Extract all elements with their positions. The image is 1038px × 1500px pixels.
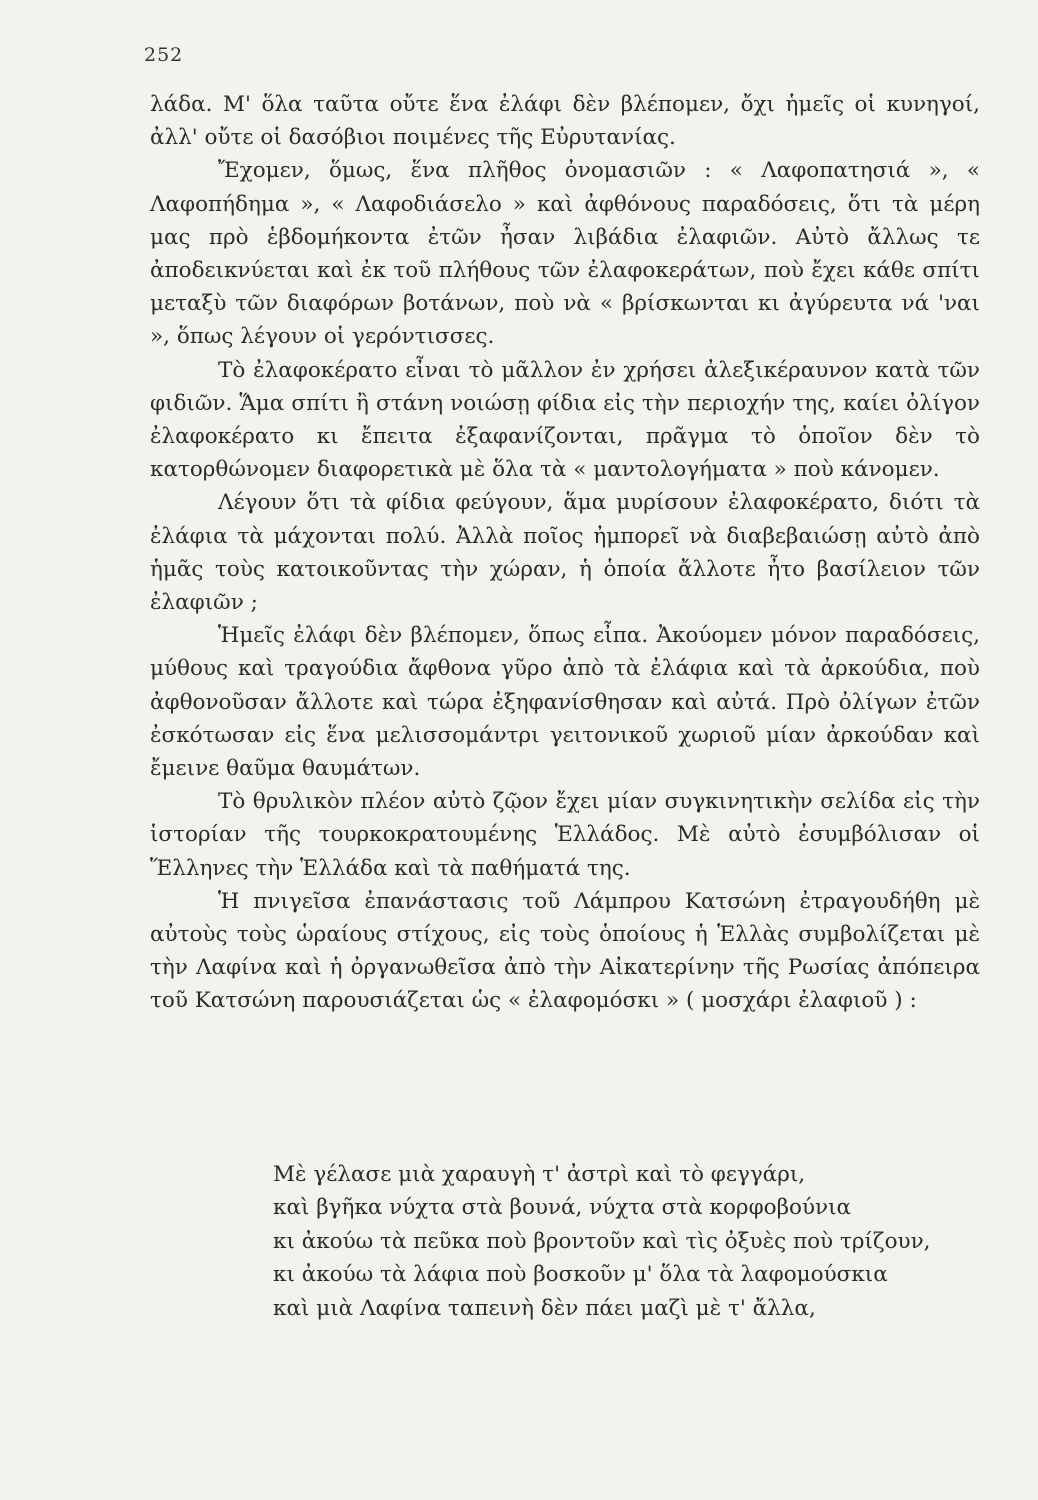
verse-line: καὶ βγῆκα νύχτα στὰ βουνά, νύχτα στὰ κορφοβούνια <box>273 1195 852 1221</box>
verse-line: Μὲ γέλασε μιὰ χαραυγὴ τ' ἀστρὶ καὶ τὸ φεγγάρι, <box>273 1162 806 1187</box>
paragraph: Τὸ ἐλαφοκέρατο εἶναι τὸ μᾶλλον ἐν χρήσει ἀλεξικέραυνον κατὰ τῶν φιδιῶν. Ἅμα σπίτι ἢ στάνη νοιώσῃ φίδια εἰς τὴν περιοχήν της, καίει ὀλίγον ἐλαφοκέρατο κι ἔπειτα ἐξαφανίζονται, πρᾶγμα τὸ ὁποῖον δὲν τὸ κατορθώνομεν διαφορετικὰ μὲ ὅλα τὰ « μαντολογήματα » ποὺ κάνομεν. <box>150 357 980 483</box>
paragraph: Ἡμεῖς ἐλάφι δὲν βλέπομεν, ὅπως εἶπα. Ἀκούομεν μόνον παραδόσεις, μύθους καὶ τραγούδια ἄφθονα γῦρο ἀπὸ τὰ ἐλάφια καὶ τὰ ἀρκούδια, ποὺ ἀφθονοῦσαν ἄλλοτε καὶ τώρα ἐξηφανίσθησαν καὶ αὐτά. Πρὸ ὀλίγων ἐτῶν ἐσκότωσαν εἰς ἕνα μελισσομάντρι γειτονικοῦ χωριοῦ μίαν ἀρκούδαν καὶ ἔμεινε θαῦμα θαυμάτων. <box>150 623 980 782</box>
verse-line: κι ἀκούω τὰ πεῦκα ποὺ βροντοῦν καὶ τὶς ὀξυὲς ποὺ τρίζουν, <box>273 1228 931 1254</box>
verse-block <box>273 1158 973 1325</box>
verse-line: καὶ μιὰ Λαφίνα ταπεινὴ δὲν πάει μαζὶ μὲ τ' ἄλλα, <box>273 1295 816 1321</box>
body-text <box>150 88 980 1018</box>
paragraph: Λέγουν ὅτι τὰ φίδια φεύγουν, ἅμα μυρίσουν ἐλαφοκέρατο, διότι τὰ ἐλάφια τὰ μάχονται πολύ. Ἀλλὰ ποῖος ἠμπορεῖ νὰ διαβεβαιώσῃ αὐτὸ ἀπὸ ἡμᾶς τοὺς κατοικοῦντας τὴν χώραν, ἡ ὁποία ἄλλοτε ἦτο βασίλειον τῶν ἐλαφιῶν ; <box>150 490 980 616</box>
paragraph: Ἔχομεν, ὅμως, ἕνα πλῆθος ὀνομασιῶν : « Λαφοπατησιά », « Λαφοπήδημα », « Λαφοδιάσελο » καὶ ἀφθόνους παραδόσεις, ὅτι τὰ μέρη μας πρὸ ἑβδομήκοντα ἐτῶν ἦσαν λιβάδια ἐλαφιῶν. Αὐτὸ ἄλλως τε ἀποδεικνύεται καὶ ἐκ τοῦ πλήθους τῶν ἐλαφοκεράτων, ποὺ ἔχει κάθε σπίτι μεταξὺ τῶν διαφόρων βοτάνων, ποὺ νὰ « βρίσκωνται κι ἀγύρευτα νά 'ναι », ὅπως λέγουν οἱ γερόντισσες. <box>150 158 980 350</box>
paragraph-continued: λάδα. Μ' ὅλα ταῦτα οὔτε ἕνα ἐλάφι δὲν βλέπομεν, ὄχι ἡμεῖς οἱ κυνηγοί, ἀλλ' οὔτε οἱ δασόβιοι ποιμένες τῆς Εὐρυτανίας. <box>150 92 980 151</box>
page-number: 252 <box>144 44 184 66</box>
paragraph: Τὸ θρυλικὸν πλέον αὐτὸ ζῷον ἔχει μίαν συγκινητικὴν σελίδα εἰς τὴν ἱστορίαν τῆς τουρκοκρατουμένης Ἑλλάδος. Μὲ αὐτὸ ἐσυμβόλισαν οἱ Ἕλληνες τὴν Ἑλλάδα καὶ τὰ παθήματά της. <box>150 789 980 881</box>
verse-line: κι ἀκούω τὰ λάφια ποὺ βοσκοῦν μ' ὅλα τὰ λαφομούσκια <box>273 1262 888 1288</box>
paragraph: Ἡ πνιγεῖσα ἐπανάστασις τοῦ Λάμπρου Κατσώνη ἐτραγουδήθη μὲ αὐτοὺς τοὺς ὡραίους στίχους, εἰς τοὺς ὁποίους ἡ Ἑλλὰς συμβολίζεται μὲ τὴν Λαφίνα καὶ ἡ ὀργανωθεῖσα ἀπὸ τὴν Αἰκατερίνην τῆς Ρωσίας ἀπόπειρα τοῦ Κατσώνη παρουσιάζεται ὡς « ἐλαφομόσκι » ( μοσχάρι ἐλαφιοῦ ) : <box>150 888 980 1014</box>
